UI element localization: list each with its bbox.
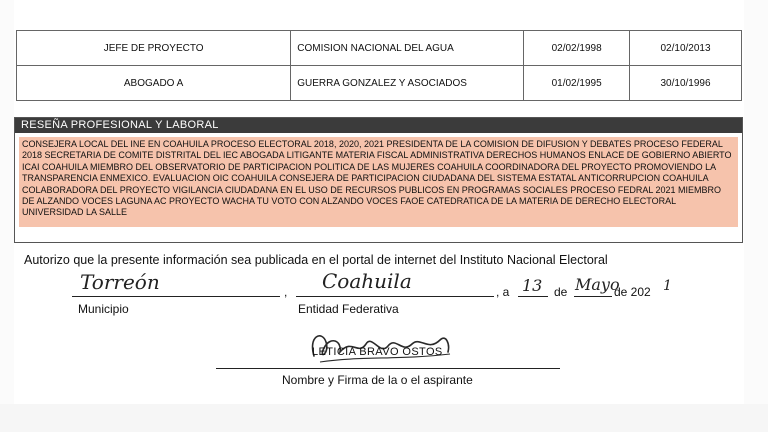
employment-table (16, 30, 742, 101)
municipio-handwritten: Torreón (80, 270, 160, 294)
a-connector: , a (496, 285, 510, 299)
cargo-cell: JEFE DE PROYECTO (17, 31, 291, 66)
de-connector: de (554, 285, 568, 299)
end-date-cell: 02/10/2013 (630, 31, 742, 66)
comma-separator: , (284, 285, 288, 299)
resena-body-highlighted: CONSEJERA LOCAL DEL INE EN COAHUILA PROCESO ELECTORAL 2018, 2020, 2021 PRESIDENTA DE LA COMISION DE DIFUSION Y DEBATES PROCESO FEDERAL 2018 SECRETARIA DE COMITE DISTRITAL DEL IEC ABOGADA LITIGANTE MATERIA FISCAL ADMINISTRATIVA DERECHOS HUMANOS ENLACE DE GOBIERNO ABIERTO ICAI COAHUILA MIEMBRO DEL OBSERVATORIO DE PARTICIPACION POLITICA DE LAS MUJERES COAHUILA COORDINADORA DEL PROYECTO PROMOVIENDO LA TRANSPARENCIA ENMEXICO. EVALUACION OIC COAHUILA CONSEJERA DE PARTICIPACION CIUDADANA DEL SISTEMA ESTATAL ANTICORRUPCION COAHUILA COLABORADORA DEL PROYECTO VIGILANCIA CIUDADANA EN EL USO DE RECURSOS PUBLICOS EN PROGRAMAS SOCIALES PROCESO FEDRAL 2021 MIEMBRO DE ALZANDO VOCES LAGUNA AC PROYECTO WACHA TU VOTO CON ALZANDO VOCES FAOE CATEDRATICA DE LA MATERIA DE DERECHO ELECTORAL UNIVERSIDAD LA SALLE (19, 137, 738, 227)
start-date-cell: 01/02/1995 (524, 66, 630, 101)
authorization-statement: Autorizo que la presente información sea publicada en el portal de internet del Instituto Nacional Electoral (24, 253, 608, 267)
end-date-cell: 30/10/1996 (630, 66, 742, 101)
municipio-line (72, 296, 280, 297)
entidad-line (296, 296, 494, 297)
table-row (17, 66, 742, 101)
page-bottom-margin (0, 404, 768, 432)
entidad-label: Entidad Federativa (298, 302, 399, 316)
day-line (518, 296, 548, 297)
cargo-cell: ABOGADO A (17, 66, 291, 101)
table-row (17, 31, 742, 66)
de-year-prefix: de 202 (614, 285, 651, 299)
institution-cell: COMISION NACIONAL DEL AGUA (291, 31, 524, 66)
municipio-label: Municipio (78, 302, 129, 316)
signature-caption: Nombre y Firma de la o el aspirante (282, 373, 473, 387)
institution-cell: GUERRA GONZALEZ Y ASOCIADOS (291, 66, 524, 101)
start-date-cell: 02/02/1998 (524, 31, 630, 66)
day-handwritten: 13 (522, 276, 543, 295)
entidad-handwritten: Coahuila (322, 269, 412, 293)
resena-section (14, 117, 743, 243)
resena-header: RESEÑA PROFESIONAL Y LABORAL (15, 118, 742, 133)
month-handwritten: Mayo (575, 275, 620, 294)
signature-line (216, 368, 560, 369)
year-suffix-handwritten: 1 (663, 278, 672, 294)
month-line (574, 296, 612, 297)
aspirant-name: LETICIA BRAVO OSTOS (312, 346, 443, 358)
